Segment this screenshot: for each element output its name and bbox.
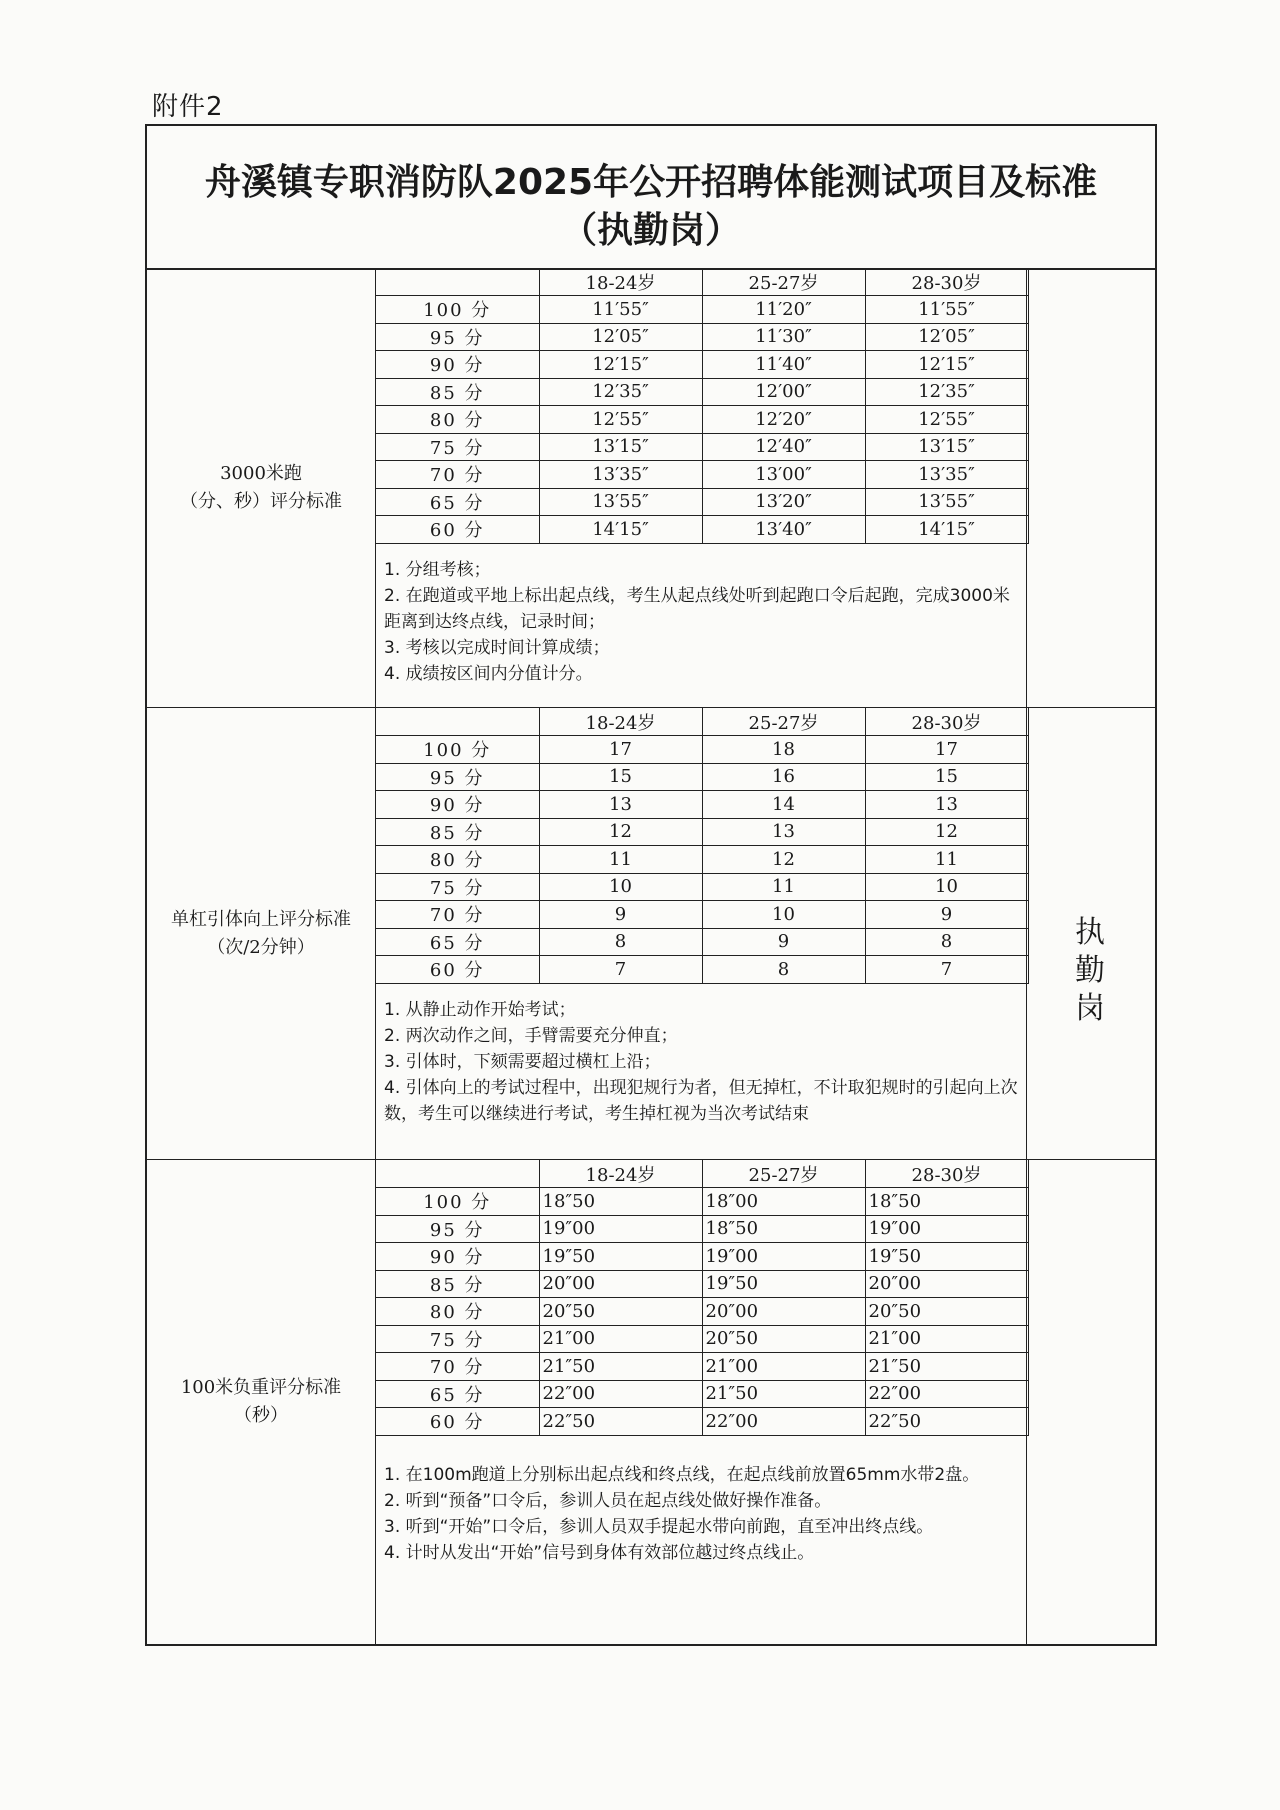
header-row — [376, 708, 1028, 736]
section-label — [147, 708, 376, 1159]
score-cell: 75 分 — [376, 873, 539, 901]
header-cell: 28-30岁 — [865, 268, 1028, 296]
table-row — [376, 1270, 1028, 1298]
value-cell: 22″00 — [702, 1408, 865, 1436]
score-cell: 60 分 — [376, 516, 539, 544]
value-cell: 18″50 — [539, 1188, 702, 1216]
value-cell: 11′55″ — [539, 296, 702, 324]
value-cell: 11′55″ — [865, 296, 1028, 324]
value-cell: 10 — [702, 901, 865, 929]
score-cell: 100 分 — [376, 296, 539, 324]
score-cell: 100 分 — [376, 736, 539, 764]
value-cell: 11 — [865, 846, 1028, 874]
position-char: 岗 — [1075, 991, 1105, 1026]
score-cell: 65 分 — [376, 928, 539, 956]
value-cell: 11′20″ — [702, 296, 865, 324]
value-cell: 19″50 — [865, 1243, 1028, 1271]
note-line: 4. 引体向上的考试过程中，出现犯规行为者，但无掉杠，不计取犯规时的引起向上次数，考生可以继续进行考试，考生掉杠视为当次考试结束 — [384, 1078, 1018, 1124]
value-cell: 21″00 — [539, 1325, 702, 1353]
value-cell: 21″00 — [865, 1325, 1028, 1353]
table-row — [376, 1298, 1028, 1326]
header-row — [376, 268, 1028, 296]
value-cell: 21″50 — [865, 1353, 1028, 1381]
value-cell: 22″50 — [865, 1408, 1028, 1436]
header-cell: 18-24岁 — [539, 1160, 702, 1188]
table-row — [376, 901, 1028, 929]
value-cell: 14 — [702, 791, 865, 819]
value-cell: 19″50 — [539, 1243, 702, 1271]
note-line: 1. 在100m跑道上分别标出起点线和终点线，在起点线前放置65mm水带2盘。 — [384, 1465, 980, 1485]
standards-table — [145, 124, 1157, 1646]
header-cell: 28-30岁 — [865, 708, 1028, 736]
table-row — [376, 1243, 1028, 1271]
value-cell: 8 — [865, 928, 1028, 956]
header-row — [376, 1160, 1028, 1188]
score-cell: 95 分 — [376, 323, 539, 351]
value-cell: 13′15″ — [539, 433, 702, 461]
value-cell: 12′15″ — [865, 351, 1028, 379]
score-cell: 85 分 — [376, 378, 539, 406]
score-cell: 65 分 — [376, 1380, 539, 1408]
value-cell: 18″50 — [865, 1188, 1028, 1216]
table-row — [376, 351, 1028, 379]
value-cell: 12 — [539, 818, 702, 846]
score-cell: 80 分 — [376, 1298, 539, 1326]
value-cell: 12′35″ — [865, 378, 1028, 406]
note-line: 4. 计时从发出“开始”信号到身体有效部位越过终点线止。 — [384, 1543, 815, 1563]
header-cell: 28-30岁 — [865, 1160, 1028, 1188]
value-cell: 8 — [702, 956, 865, 984]
value-cell: 13′35″ — [865, 461, 1028, 489]
annex-label: 附件2 — [152, 92, 224, 122]
value-cell: 13′40″ — [702, 516, 865, 544]
score-cell: 80 分 — [376, 406, 539, 434]
table-row — [376, 461, 1028, 489]
score-cell: 75 分 — [376, 1325, 539, 1353]
score-cell: 60 分 — [376, 1408, 539, 1436]
score-cell: 60 分 — [376, 956, 539, 984]
table-row — [376, 763, 1028, 791]
header-cell — [376, 268, 539, 296]
value-cell: 11′40″ — [702, 351, 865, 379]
value-cell: 18 — [702, 736, 865, 764]
value-cell: 13′35″ — [539, 461, 702, 489]
section-notes — [376, 991, 1028, 1133]
table-row — [376, 296, 1028, 324]
value-cell: 20″50 — [865, 1298, 1028, 1326]
value-cell: 20″00 — [539, 1270, 702, 1298]
section-100m-weighted — [147, 1160, 1155, 1644]
table-row — [376, 433, 1028, 461]
table-row — [376, 928, 1028, 956]
value-cell: 12 — [865, 818, 1028, 846]
value-cell: 19″50 — [702, 1270, 865, 1298]
note-line: 2. 两次动作之间，手臂需要充分伸直； — [384, 1026, 678, 1046]
table-row — [376, 1353, 1028, 1381]
value-cell: 20″00 — [865, 1270, 1028, 1298]
note-line: 3. 听到“开始”口令后，参训人员双手提起水带向前跑，直至冲出终点线。 — [384, 1517, 934, 1537]
note-line: 4. 成绩按区间内分值计分。 — [384, 664, 593, 684]
value-cell: 13′15″ — [865, 433, 1028, 461]
value-cell: 21″50 — [702, 1380, 865, 1408]
table-row — [376, 1380, 1028, 1408]
table-row — [376, 1408, 1028, 1436]
table-row — [376, 818, 1028, 846]
value-cell: 18″00 — [702, 1188, 865, 1216]
table-row — [376, 406, 1028, 434]
header-cell: 18-24岁 — [539, 708, 702, 736]
score-cell: 85 分 — [376, 818, 539, 846]
section-notes — [376, 551, 1028, 693]
position-label — [1075, 914, 1105, 1028]
score-cell: 80 分 — [376, 846, 539, 874]
table-row — [376, 846, 1028, 874]
score-cell: 65 分 — [376, 488, 539, 516]
value-cell: 21″00 — [702, 1353, 865, 1381]
table-row — [376, 1188, 1028, 1216]
value-cell: 12′55″ — [865, 406, 1028, 434]
table-row — [376, 378, 1028, 406]
score-cell: 70 分 — [376, 461, 539, 489]
value-cell: 9 — [865, 901, 1028, 929]
value-cell: 13 — [702, 818, 865, 846]
value-cell: 20″50 — [539, 1298, 702, 1326]
section-label-line: 100米负重评分标准 — [180, 1377, 342, 1398]
note-line: 3. 引体时，下颏需要超过横杠上沿； — [384, 1052, 661, 1072]
value-cell: 17 — [539, 736, 702, 764]
position-column — [1026, 268, 1153, 1644]
value-cell: 22″00 — [865, 1380, 1028, 1408]
note-line: 2. 在跑道或平地上标出起点线，考生从起点线处听到起跑口令后起跑，完成3000米距离到达终点线，记录时间； — [384, 586, 1010, 632]
value-cell: 12′05″ — [865, 323, 1028, 351]
value-cell: 14′15″ — [865, 516, 1028, 544]
value-cell: 19″00 — [865, 1215, 1028, 1243]
section-3000m-run — [147, 268, 1155, 708]
value-cell: 10 — [865, 873, 1028, 901]
table-row — [376, 323, 1028, 351]
value-cell: 7 — [865, 956, 1028, 984]
value-cell: 19″00 — [702, 1243, 865, 1271]
header-cell: 18-24岁 — [539, 268, 702, 296]
table-row — [376, 516, 1028, 544]
note-line: 1. 分组考核； — [384, 560, 491, 580]
value-cell: 13′55″ — [865, 488, 1028, 516]
table-row — [376, 956, 1028, 984]
section-label-line: 单杠引体向上评分标准 — [171, 908, 351, 930]
value-cell: 11 — [539, 846, 702, 874]
score-cell: 90 分 — [376, 791, 539, 819]
value-cell: 11 — [702, 873, 865, 901]
header-cell — [376, 708, 539, 736]
table-row — [376, 873, 1028, 901]
position-char: 执 — [1075, 915, 1105, 950]
score-cell: 100 分 — [376, 1188, 539, 1216]
value-cell: 12′35″ — [539, 378, 702, 406]
score-grid — [376, 1160, 1029, 1436]
value-cell: 13 — [539, 791, 702, 819]
title-line-2: （执勤岗） — [560, 210, 741, 251]
score-cell: 90 分 — [376, 351, 539, 379]
score-cell: 75 分 — [376, 433, 539, 461]
value-cell: 7 — [539, 956, 702, 984]
value-cell: 12′05″ — [539, 323, 702, 351]
section-label-line: （秒） — [233, 1405, 288, 1426]
value-cell: 13′55″ — [539, 488, 702, 516]
score-cell: 70 分 — [376, 901, 539, 929]
header-cell: 25-27岁 — [702, 268, 865, 296]
score-cell: 90 分 — [376, 1243, 539, 1271]
value-cell: 17 — [865, 736, 1028, 764]
section-label-line: （次/2分钟） — [207, 936, 315, 958]
value-cell: 12′40″ — [702, 433, 865, 461]
score-grid — [376, 268, 1029, 544]
section-label — [147, 1160, 376, 1644]
value-cell: 13 — [865, 791, 1028, 819]
section-label-line: 3000米跑 — [220, 462, 302, 484]
value-cell: 12′20″ — [702, 406, 865, 434]
note-line: 3. 考核以完成时间计算成绩； — [384, 638, 610, 658]
value-cell: 15 — [865, 763, 1028, 791]
score-cell: 70 分 — [376, 1353, 539, 1381]
value-cell: 20″50 — [702, 1325, 865, 1353]
score-grid — [376, 708, 1029, 984]
value-cell: 12′15″ — [539, 351, 702, 379]
score-cell: 95 分 — [376, 1215, 539, 1243]
value-cell: 10 — [539, 873, 702, 901]
table-row — [376, 1215, 1028, 1243]
position-char: 勤 — [1075, 953, 1105, 988]
value-cell: 11′30″ — [702, 323, 865, 351]
section-label — [147, 268, 376, 707]
value-cell: 21″50 — [539, 1353, 702, 1381]
value-cell: 12 — [702, 846, 865, 874]
value-cell: 14′15″ — [539, 516, 702, 544]
value-cell: 22″50 — [539, 1408, 702, 1436]
value-cell: 12′55″ — [539, 406, 702, 434]
value-cell: 12′00″ — [702, 378, 865, 406]
value-cell: 15 — [539, 763, 702, 791]
header-cell — [376, 1160, 539, 1188]
table-row — [376, 1325, 1028, 1353]
value-cell: 16 — [702, 763, 865, 791]
value-cell: 8 — [539, 928, 702, 956]
section-notes — [376, 1456, 1028, 1572]
header-cell: 25-27岁 — [702, 708, 865, 736]
value-cell: 13′00″ — [702, 461, 865, 489]
value-cell: 18″50 — [702, 1215, 865, 1243]
score-cell: 95 分 — [376, 763, 539, 791]
value-cell: 9 — [539, 901, 702, 929]
value-cell: 22″00 — [539, 1380, 702, 1408]
document-title — [147, 126, 1155, 270]
table-row — [376, 488, 1028, 516]
table-row — [376, 736, 1028, 764]
value-cell: 13′20″ — [702, 488, 865, 516]
note-line: 2. 听到“预备”口令后，参训人员在起点线处做好操作准备。 — [384, 1491, 832, 1511]
section-label-line: （分、秒）评分标准 — [180, 490, 342, 512]
value-cell: 19″00 — [539, 1215, 702, 1243]
score-cell: 85 分 — [376, 1270, 539, 1298]
header-cell: 25-27岁 — [702, 1160, 865, 1188]
table-row — [376, 791, 1028, 819]
section-pull-ups — [147, 708, 1155, 1160]
value-cell: 9 — [702, 928, 865, 956]
value-cell: 20″00 — [702, 1298, 865, 1326]
note-line: 1. 从静止动作开始考试； — [384, 1000, 576, 1020]
title-line-1: 舟溪镇专职消防队2025年公开招聘体能测试项目及标准 — [204, 162, 1098, 203]
